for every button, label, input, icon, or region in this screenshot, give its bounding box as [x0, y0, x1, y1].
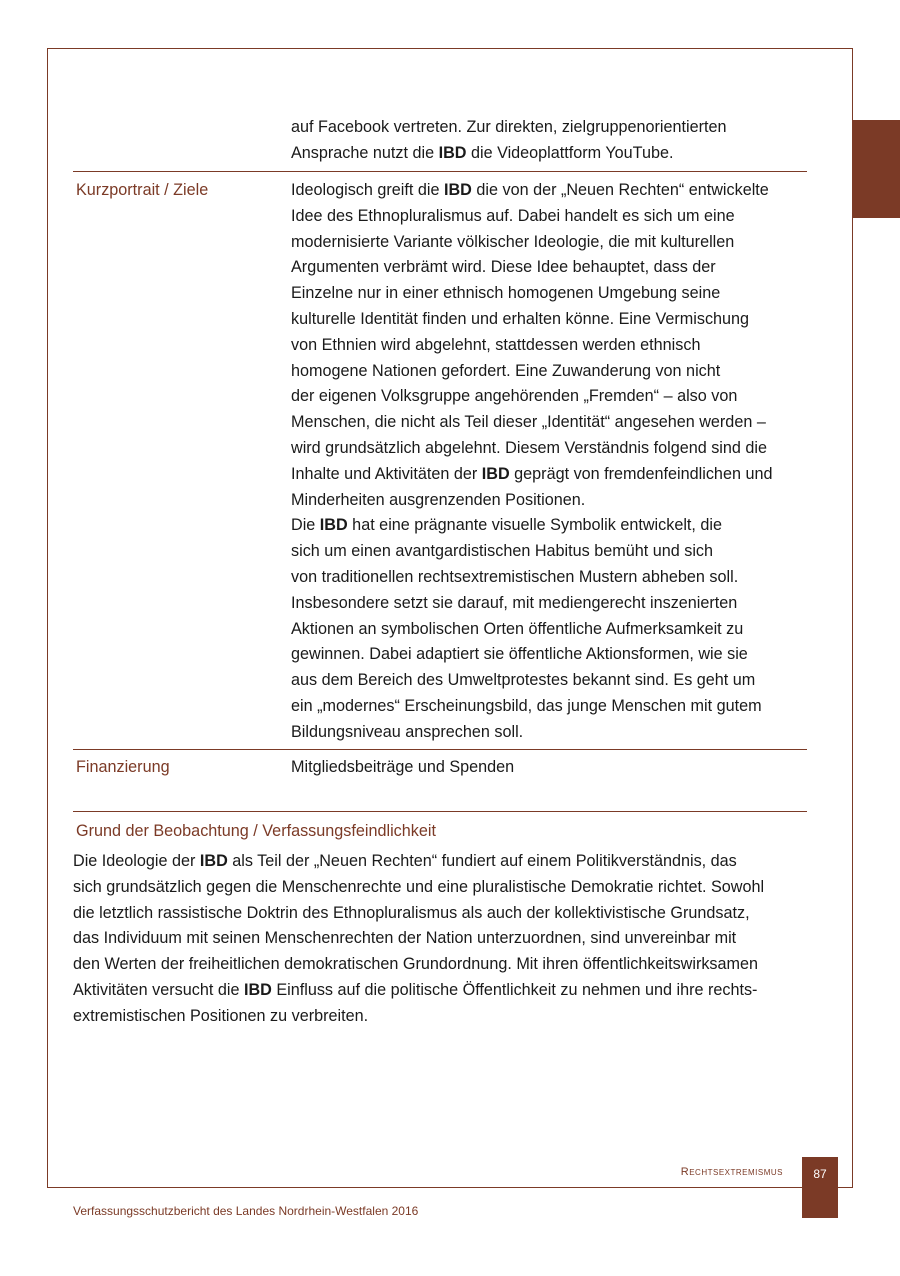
- text-line: die letztlich rassistische Doktrin des Ethnopluralismus als auch der kollektivistische Grundsatz,: [73, 903, 750, 922]
- text-line: sich um einen avantgardistischen Habitus bemüht und sich: [291, 542, 714, 561]
- finanzierung-label: Finanzierung: [76, 758, 170, 776]
- text-line: von traditionellen rechtsextremistischen Mustern abheben soll.: [291, 567, 739, 586]
- text-line: homogene Nationen gefordert. Eine Zuwanderung von nicht: [291, 361, 721, 380]
- intro-paragraph: [291, 115, 811, 167]
- publication-footer: Verfassungsschutzbericht des Landes Nordrhein-Westfalen 2016: [73, 1204, 419, 1218]
- text-line: gewinnen. Dabei adaptiert sie öffentliche Aktionsformen, wie sie: [291, 645, 748, 664]
- section-divider: [73, 811, 807, 812]
- kurzportrait-text: [291, 178, 811, 746]
- text-line: Menschen, die nicht als Teil dieser „Identität“ angesehen werden –: [291, 413, 766, 432]
- text-line: Aktionen an symbolischen Orten öffentliche Aufmerksamkeit zu: [291, 619, 744, 638]
- grund-paragraph: [73, 849, 813, 1030]
- text-line: den Werten der freiheitlichen demokratischen Grundordnung. Mit ihren öffentlichkeitswirksamen: [73, 955, 759, 974]
- text-line: ein „modernes“ Erscheinungsbild, das junge Menschen mit gutem: [291, 696, 762, 715]
- text-line: Ansprache nutzt die IBD die Videoplattform YouTube.: [291, 143, 674, 162]
- text-line: aus dem Bereich des Umweltprotestes bekannt sind. Es geht um: [291, 671, 756, 690]
- text-line: extremistischen Positionen zu verbreiten.: [73, 1006, 369, 1025]
- text-line: das Individuum mit seinen Menschenrechten der Nation unterzuordnen, sind unvereinbar mit: [73, 929, 737, 948]
- text-line: Insbesondere setzt sie darauf, mit mediengerecht inszenierten: [291, 593, 738, 612]
- table-divider: [73, 749, 807, 750]
- table-divider: [73, 171, 807, 172]
- text-line: Die Ideologie der IBD als Teil der „Neuen Rechten“ fundiert auf einem Politikverständnis, das: [73, 852, 737, 870]
- text-line: der eigenen Volksgruppe angehörenden „Fremden“ – also von: [291, 387, 738, 406]
- text-line: modernisierte Variante völkischer Ideologie, die mit kulturellen: [291, 232, 735, 251]
- text-line: Minderheiten ausgrenzenden Positionen.: [291, 490, 586, 509]
- chapter-tab-marker: [853, 120, 900, 218]
- text-line: sich grundsätzlich gegen die Menschenrechte und eine pluralistische Demokratie richtet. Sowohl: [73, 877, 765, 896]
- running-section-label: Rechtsextremismus: [680, 1166, 783, 1178]
- text-line: Einzelne nur in einer ethnisch homogenen Umgebung seine: [291, 284, 721, 303]
- text-line: Argumenten verbrämt wird. Diese Idee behauptet, dass der: [291, 258, 716, 277]
- text-line: von Ethnien wird abgelehnt, stattdessen werden ethnisch: [291, 335, 701, 354]
- kurzportrait-label: Kurzportrait / Ziele: [76, 181, 209, 199]
- text-line: Die IBD hat eine prägnante visuelle Symbolik entwickelt, die: [291, 516, 723, 535]
- text-line: wird grundsätzlich abgelehnt. Diesem Verständnis folgend sind die: [291, 438, 768, 457]
- text-line: Bildungsniveau ansprechen soll.: [291, 722, 524, 741]
- text-line: Idee des Ethnopluralismus auf. Dabei handelt es sich um eine: [291, 206, 735, 225]
- text-line: Inhalte und Aktivitäten der IBD geprägt von fremdenfeindlichen und: [291, 464, 773, 483]
- section-heading: Grund der Beobachtung / Verfassungsfeindlichkeit: [76, 822, 436, 840]
- page-number: 87: [813, 1167, 827, 1181]
- finanzierung-value: Mitgliedsbeiträge und Spenden: [291, 758, 515, 776]
- text-line: Ideologisch greift die IBD die von der „Neuen Rechten“ entwickelte: [291, 181, 769, 199]
- text-line: auf Facebook vertreten. Zur direkten, zielgruppenorientierten: [291, 118, 727, 136]
- text-line: kulturelle Identität finden und erhalten könne. Eine Vermischung: [291, 309, 750, 328]
- text-line: Aktivitäten versucht die IBD Einfluss auf die politische Öffentlichkeit zu nehmen und ihre rechts-: [73, 980, 758, 999]
